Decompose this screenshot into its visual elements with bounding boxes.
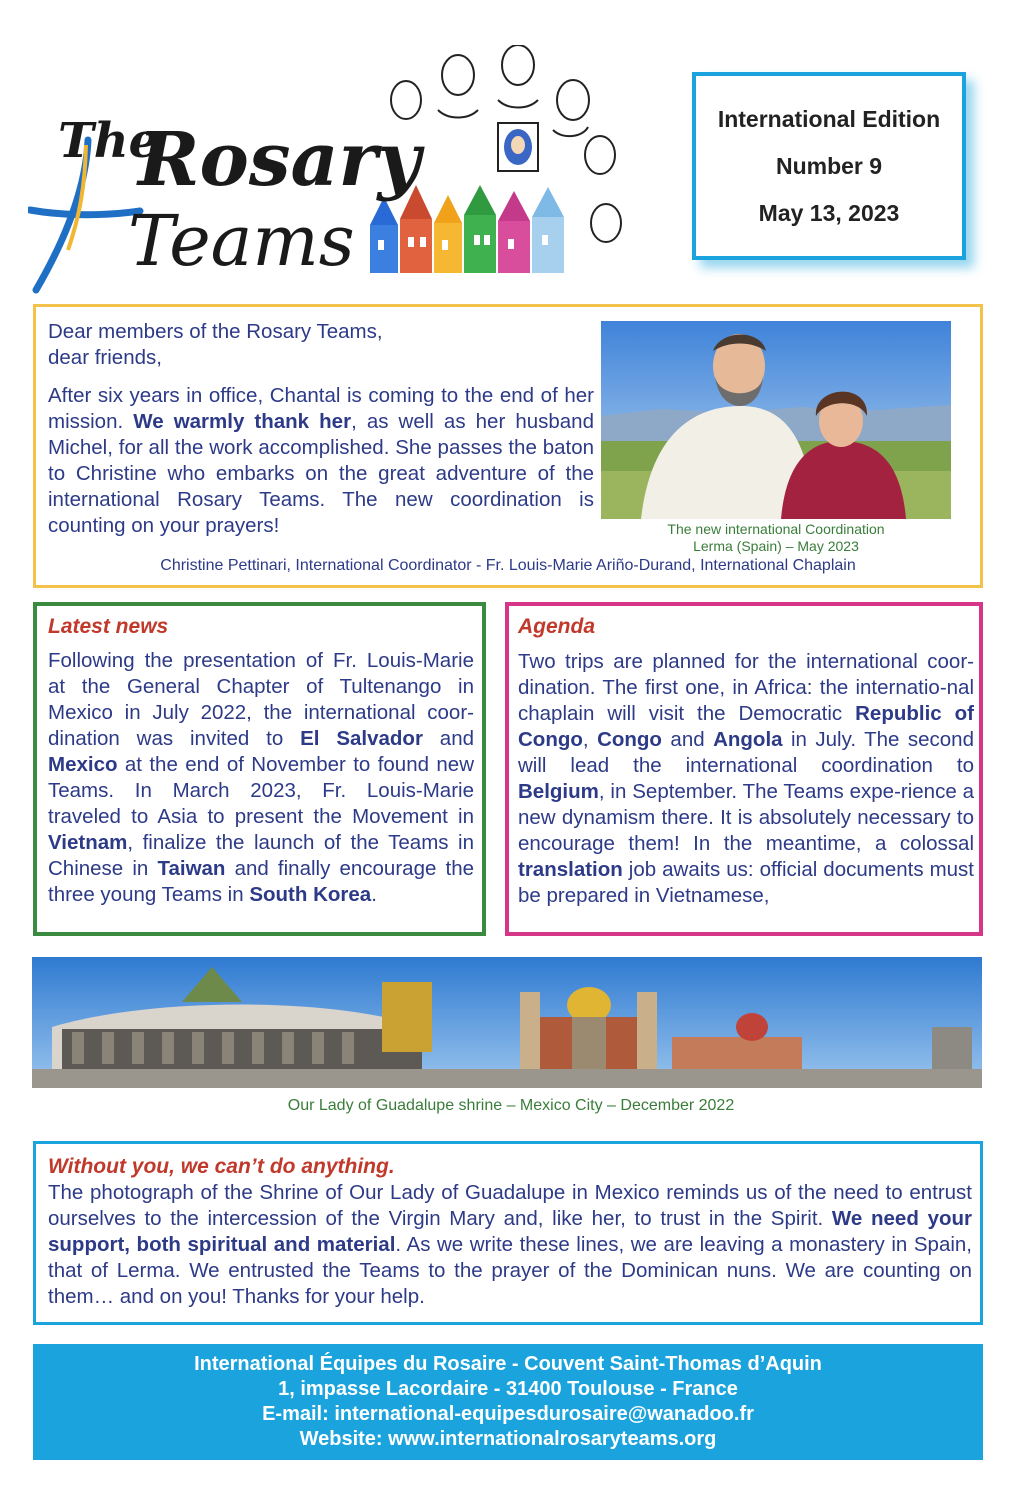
agenda-text: , in September. The Teams expe-rience a new dynamism there. It is absolutely necessary to encourage them! In the meantime, a colossal bbox=[518, 780, 974, 855]
support-box bbox=[33, 1141, 983, 1325]
intro-letter bbox=[33, 304, 983, 588]
agenda-box bbox=[505, 602, 983, 936]
news-text: at the end of November to found new Teams. In March 2023, Fr. Louis-Marie traveled to Asia to present the Movement in bbox=[48, 753, 474, 828]
intro-text-1: After six years in office, Chantal is coming to the end of her mission. bbox=[48, 384, 594, 433]
photo-caption bbox=[601, 521, 951, 555]
news-bold: South Korea bbox=[249, 883, 372, 906]
news-text: . bbox=[371, 883, 377, 906]
issue-number: Number 9 bbox=[775, 152, 883, 179]
logo-rosary: Rosary bbox=[138, 117, 421, 203]
news-bold: Taiwan bbox=[157, 857, 226, 880]
footer-email-link[interactable]: E-mail: international-equipesdurosaire@wanadoo.fr bbox=[262, 1403, 754, 1425]
photo-caption-line-2: Lerma (Spain) – May 2023 bbox=[693, 538, 859, 554]
support-text: . As we write these lines, we are leaving a monastery in Spain, that of Lerma. We entrusted the Teams to the prayer of the Dominican nuns. We are counting on them… and on you! Thanks for your help. bbox=[48, 1233, 972, 1308]
agenda-bold: Congo bbox=[597, 728, 662, 751]
logo-graphic bbox=[28, 45, 648, 295]
footer-website-link[interactable]: Website: www.internationalrosaryteams.org bbox=[299, 1428, 717, 1450]
panorama-caption: Our Lady of Guadalupe shrine – Mexico City – December 2022 bbox=[287, 1097, 735, 1114]
intro-text-2: , as well as her husband Michel, for all the work accomplished. She passes the baton to Christine who embarks on the great adventure of the international Rosary Teams. The new coordination is counting on your prayers! bbox=[48, 410, 594, 537]
news-text: , finalize the launch of the Teams in Chinese in bbox=[48, 831, 474, 880]
intro-text-bold: We warmly thank her bbox=[133, 410, 352, 433]
agenda-text: job awaits us: official documents must be prepared in Vietnamese, bbox=[518, 858, 974, 907]
greeting-line-1: Dear members of the Rosary Teams, bbox=[48, 320, 383, 343]
issue-date: May 13, 2023 bbox=[758, 199, 900, 226]
support-bold: We need your support, both spiritual and material bbox=[48, 1207, 972, 1256]
rosary-teams-logo bbox=[28, 45, 648, 295]
footer-organization: International Équipes du Rosaire - Couvent Saint-Thomas d’Aquin bbox=[194, 1353, 822, 1375]
latest-news-heading: Latest news bbox=[48, 615, 169, 638]
agenda-bold: Belgium bbox=[518, 780, 599, 803]
agenda-bold: Republic of Congo bbox=[518, 702, 974, 751]
agenda-heading: Agenda bbox=[518, 615, 596, 638]
photo-caption-line-1: The new international Coordination bbox=[667, 521, 885, 537]
signature: Christine Pettinari, International Coordinator - Fr. Louis-Marie Ariño-Durand, International Chaplain bbox=[160, 557, 856, 574]
agenda-bold: translation bbox=[518, 858, 623, 881]
edition-box bbox=[692, 72, 966, 260]
news-text: and bbox=[422, 727, 475, 750]
news-bold: El Salvador bbox=[300, 727, 423, 750]
latest-news-body bbox=[48, 648, 474, 908]
intro-body bbox=[48, 383, 594, 539]
greeting-line-2: dear friends, bbox=[48, 346, 162, 369]
logo-the: The bbox=[58, 113, 160, 169]
agenda-text: and bbox=[661, 728, 714, 751]
news-text: Following the presentation of Fr. Louis-Marie at the General Chapter of Tultenango in Mexico in July 2022, the international coor-dination was invited to bbox=[48, 649, 474, 750]
coordination-photo bbox=[601, 321, 951, 519]
support-heading: Without you, we can’t do anything. bbox=[48, 1155, 395, 1178]
agenda-body bbox=[518, 649, 974, 911]
edition-label: International Edition bbox=[717, 105, 941, 132]
guadalupe-panorama-photo bbox=[32, 957, 982, 1088]
agenda-bold: Angola bbox=[713, 728, 783, 751]
support-text: The photograph of the Shrine of Our Lady of Guadalupe in Mexico reminds us of the need to entrust ourselves to the intercession of the Virgin Mary and, like her, to trust in the Spirit. bbox=[48, 1181, 972, 1230]
contact-footer bbox=[33, 1344, 983, 1460]
agenda-text: Two trips are planned for the international coor-dination. The first one, in Africa: the internatio-nal chaplain will visit the Democratic bbox=[518, 650, 974, 725]
agenda-text: in July. The second will lead the international coordination to bbox=[518, 728, 974, 777]
support-body bbox=[48, 1180, 972, 1310]
footer-address: 1, impasse Lacordaire - 31400 Toulouse - France bbox=[278, 1378, 738, 1400]
news-text: and finally encourage the three young Teams in bbox=[48, 857, 475, 906]
latest-news-box bbox=[33, 602, 486, 936]
news-bold: Vietnam bbox=[48, 831, 128, 854]
logo-teams: Teams bbox=[128, 200, 355, 282]
news-bold: Mexico bbox=[48, 753, 118, 776]
agenda-text: , bbox=[582, 728, 598, 751]
greeting bbox=[48, 319, 608, 371]
